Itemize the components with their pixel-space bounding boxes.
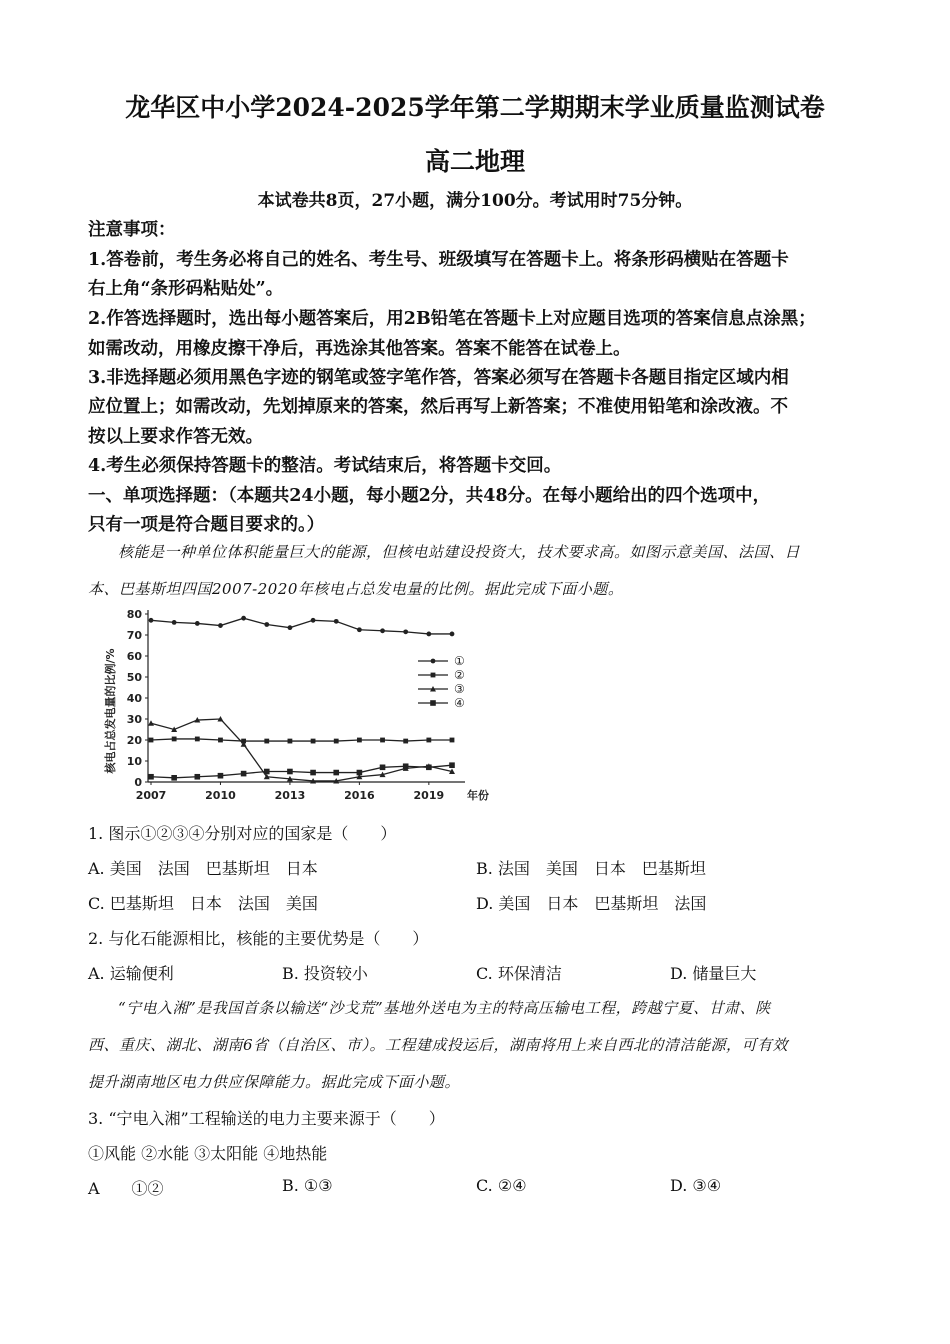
legend-label: ③ (454, 682, 465, 696)
q3-option-b[interactable]: B. ①③ (282, 1176, 333, 1195)
note-line: 1.答卷前，考生务必将自己的姓名、考生号、班级填写在答题卡上。将条形码横贴在答题卡 (88, 250, 789, 270)
note-line: 如需改动，用橡皮擦干净后，再选涂其他答案。答案不能答在试卷上。 (88, 339, 631, 359)
data-point (287, 769, 293, 775)
question-2-stem: 2. 与化石能源相比，核能的主要优势是（ ） (88, 929, 429, 948)
notes-heading: 注意事项： (88, 220, 176, 240)
data-point (148, 720, 154, 726)
data-point (171, 775, 177, 781)
q2-option-a[interactable]: A. 运输便利 (88, 964, 174, 983)
q3-option-c[interactable]: C. ②④ (476, 1176, 527, 1195)
data-point (431, 673, 436, 678)
data-point (218, 738, 223, 743)
data-point (148, 774, 154, 780)
data-point (357, 770, 363, 776)
exam-info: 本试卷共8页，27小题，满分100分。考试用时75分钟。 (257, 191, 693, 211)
note-line: 4.考生必须保持答题卡的整洁。考试结束后，将答题卡交回。 (88, 456, 562, 476)
data-point (334, 619, 339, 624)
data-point (264, 622, 269, 627)
y-tick-label: 40 (126, 692, 142, 705)
data-point (333, 770, 339, 776)
data-point (450, 632, 455, 637)
legend-label: ④ (454, 696, 465, 710)
q3-choices: ①风能 ②水能 ③太阳能 ④地热能 (88, 1144, 328, 1163)
q2-option-b[interactable]: B. 投资较小 (282, 964, 368, 983)
data-point (450, 738, 455, 743)
x-axis-label: 年份 (467, 789, 489, 802)
data-point (241, 616, 246, 621)
passage-text: 核能是一种单位体积能量巨大的能源，但核电站建设投资大，技术要求高。如图示意美国、法国、日 (118, 543, 801, 561)
data-point (430, 700, 436, 706)
passage-text: 本、巴基斯坦四国2007-2020年核电占总发电量的比例。据此完成下面小题。 (88, 580, 624, 598)
q1-option-d[interactable]: D. 美国 日本 巴基斯坦 法国 (476, 894, 707, 913)
chart-ylabel: 核电占总发电量的比例/% (104, 648, 117, 774)
section-heading: 一、单项选择题：（本题共24小题，每小题2分，共48分。在每小题给出的四个选项中， (88, 486, 771, 506)
data-point (403, 739, 408, 744)
data-point (380, 628, 385, 633)
data-point (334, 739, 339, 744)
y-tick-label: 50 (126, 671, 142, 684)
legend-label: ① (454, 654, 465, 668)
data-point (241, 771, 247, 777)
data-point (264, 739, 269, 744)
y-tick-label: 10 (126, 755, 142, 768)
q1-option-b[interactable]: B. 法国 美国 日本 巴基斯坦 (476, 859, 706, 878)
passage-text: “宁电入湘”是我国首条以输送“沙戈荒”基地外送电为主的特高压输电工程，跨越宁夏、甘肃、陕 (118, 999, 771, 1017)
legend-label: ② (454, 668, 465, 682)
note-line: 2.作答选择题时，选出每小题答案后，用2B铅笔在答题卡上对应题目选项的答案信息点涂黑； (88, 309, 816, 329)
data-point (357, 627, 362, 632)
x-tick-label: 2007 (135, 789, 167, 802)
data-point (218, 773, 224, 779)
y-tick-label: 0 (134, 776, 142, 789)
q3-option-a[interactable]: A ①② (88, 1179, 164, 1198)
passage-text: 提升湖南地区电力供应保障能力。据此完成下面小题。 (88, 1073, 461, 1091)
data-point (195, 621, 200, 626)
data-point (426, 632, 431, 637)
data-point (288, 739, 293, 744)
nuclear-share-line-chart (100, 606, 500, 806)
q3-option-d[interactable]: D. ③④ (670, 1176, 722, 1195)
x-tick-label: 2010 (205, 789, 236, 802)
x-tick-label: 2019 (413, 789, 445, 802)
x-tick-label: 2013 (274, 789, 306, 802)
y-tick-label: 20 (126, 734, 142, 747)
y-tick-label: 80 (126, 608, 142, 621)
note-line: 应位置上；如需改动，先划掉原来的答案，然后再写上新答案；不准使用铅笔和涂改液。不 (88, 397, 788, 417)
exam-title: 龙华区中小学2024-2025学年第二学期期末学业质量监测试卷 (125, 93, 825, 122)
data-point (288, 625, 293, 630)
data-point (172, 620, 177, 625)
data-point (403, 629, 408, 634)
y-tick-label: 30 (126, 713, 142, 726)
note-line: 3.非选择题必须用黑色字迹的钢笔或签字笔作答，答案必须写在答题卡各题目指定区域内相 (88, 368, 789, 388)
data-point (195, 737, 200, 742)
q1-option-c[interactable]: C. 巴基斯坦 日本 法国 美国 (88, 894, 318, 913)
data-point (264, 769, 270, 775)
data-point (357, 738, 362, 743)
data-point (380, 765, 386, 771)
exam-subtitle: 高二地理 (424, 147, 525, 176)
question-1-stem: 1. 图示①②③④分别对应的国家是（ ） (88, 824, 397, 843)
q1-option-a[interactable]: A. 美国 法国 巴基斯坦 日本 (88, 859, 318, 878)
note-line: 右上角“条形码粘贴处”。 (88, 279, 284, 299)
data-point (310, 770, 316, 776)
y-tick-label: 60 (126, 650, 142, 663)
data-point (311, 618, 316, 623)
section-heading: 只有一项是符合题目要求的。） (88, 515, 325, 535)
y-tick-label: 70 (126, 629, 142, 642)
data-point (311, 739, 316, 744)
data-point (195, 774, 201, 780)
data-point (149, 618, 154, 623)
note-line: 按以上要求作答无效。 (88, 427, 263, 447)
q2-option-d[interactable]: D. 储量巨大 (670, 964, 757, 983)
question-3-stem: 3. “宁电入湘”工程输送的电力主要来源于（ ） (88, 1109, 445, 1128)
data-point (149, 738, 154, 743)
q2-option-c[interactable]: C. 环保清洁 (476, 964, 562, 983)
data-point (403, 763, 409, 769)
passage-text: 西、重庆、湖北、湖南6省（自治区、市）。工程建成投运后，湖南将用上来自西北的清洁能源，可有效 (88, 1036, 789, 1054)
data-point (380, 738, 385, 743)
data-point (426, 765, 432, 771)
data-point (172, 737, 177, 742)
data-point (426, 738, 431, 743)
data-point (449, 762, 455, 768)
x-tick-label: 2016 (344, 789, 375, 802)
data-point (431, 659, 436, 664)
data-point (218, 623, 223, 628)
